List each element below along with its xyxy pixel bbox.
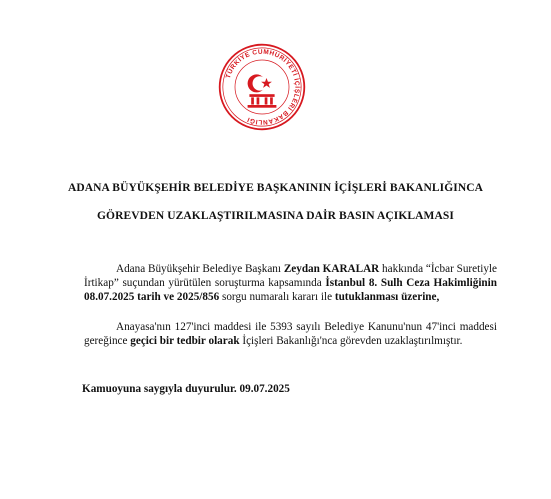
p2-text-1: Anayasa'nın 127'inci maddesi ile 5393 sayılı Belediye Kanunu'nun 47'inci maddesi gereğince [84, 321, 497, 347]
mayor-name: Zeydan KARALAR [283, 263, 380, 275]
closing-line: Kamuoyuna saygıyla duyurulur. 09.07.2025 [82, 383, 290, 395]
arrest-text: tutuklanması üzerine, [334, 291, 440, 303]
heading-line-2: GÖREVDEN UZAKLAŞTIRILMASINA DAİR BASIN AÇIKLAMASI [97, 210, 454, 222]
heading-line-1: ADANA BÜYÜKŞEHİR BELEDİYE BAŞKANININ İÇİŞLERİ BAKANLIĞINCA [67, 182, 484, 194]
p1-text-3: sorgu numaralı kararı ile [219, 291, 335, 303]
ministry-seal-logo [217, 42, 307, 132]
seal-ring-text: TÜRKİYE CUMHURİYETİ İÇİŞLERİ BAKANLIĞI [224, 48, 301, 126]
p1-text-1: Adana Büyükşehir Belediye Başkanı [116, 263, 284, 275]
court-decision: İstanbul 8. Sulh Ceza Hakimliğinin 08.07.2025 tarih ve 2025/856 [84, 277, 497, 303]
paragraph-2 [84, 320, 497, 348]
paragraph-1 [84, 262, 497, 304]
measure-text: geçici bir tedbir olarak [130, 335, 240, 347]
p1-text-2: hakkında “İcbar Suretiyle İrtikap” suçundan yürütülen soruşturma kapsamında [84, 263, 498, 289]
p2-text-2: İçişleri Bakanlığı'nca görevden uzaklaştırılmıştır. [239, 335, 463, 347]
